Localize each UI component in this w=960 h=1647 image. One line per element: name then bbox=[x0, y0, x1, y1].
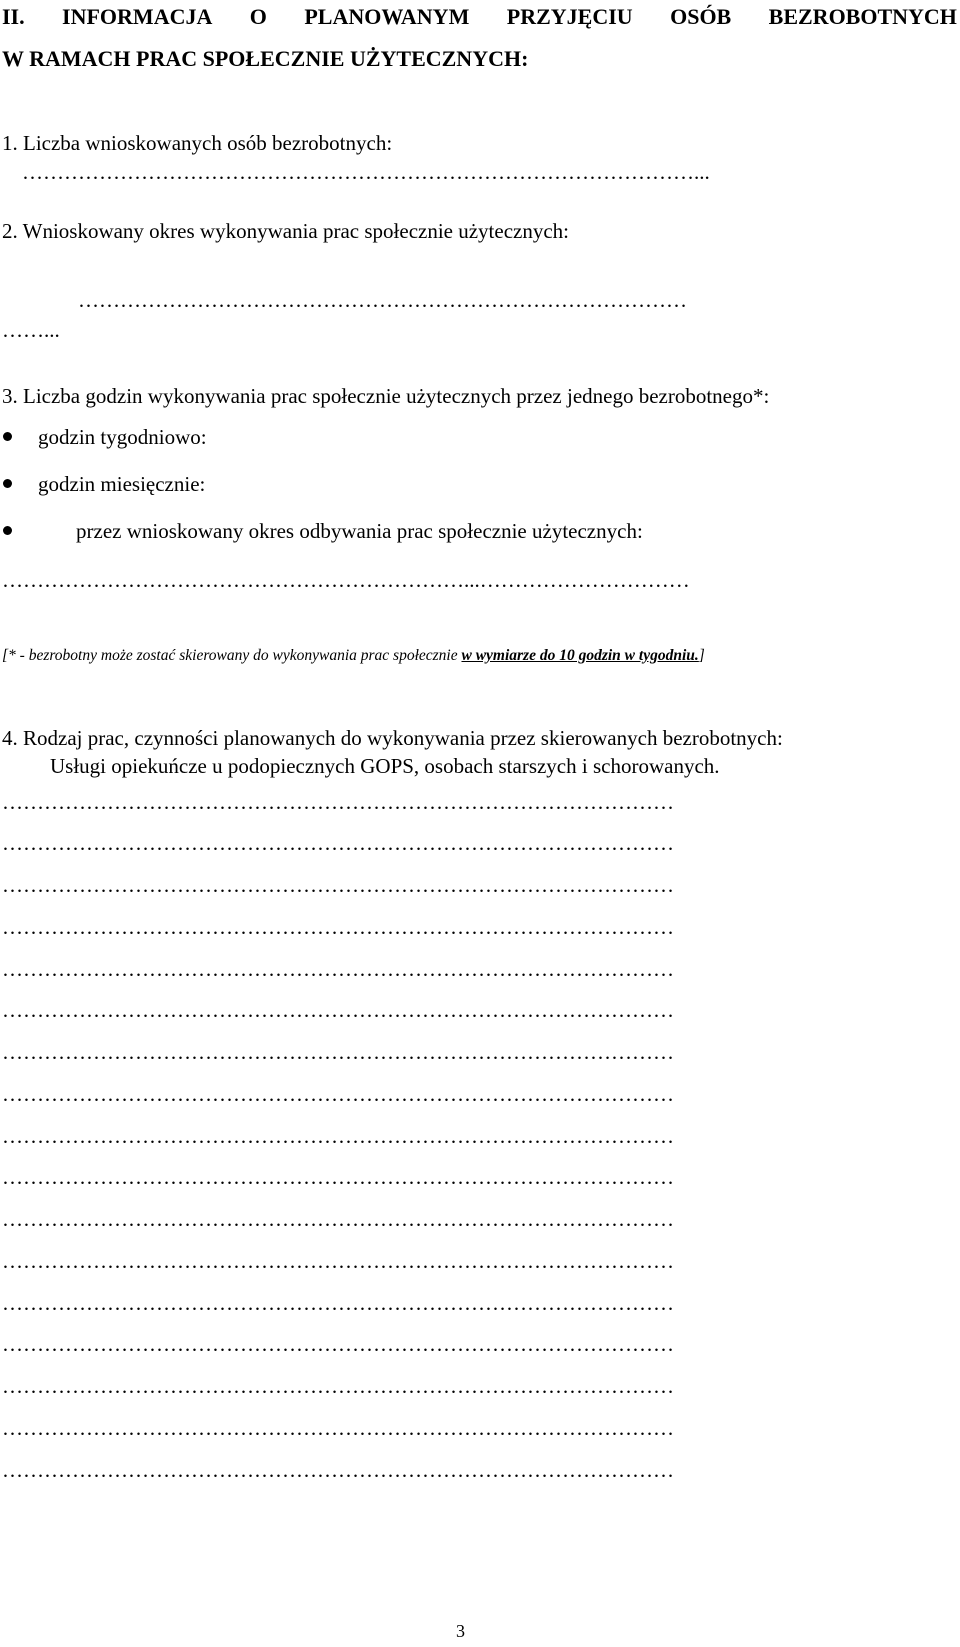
heading-word: BEZROBOTNYCH bbox=[768, 4, 957, 29]
question-2-answer-line-cont: ……... bbox=[2, 318, 60, 342]
answer-line: …………………………………………………………………………………… bbox=[2, 1249, 674, 1273]
section-heading-line2: W RAMACH PRAC SPOŁECZNIE UŻYTECZNYCH: bbox=[2, 46, 529, 71]
answer-line: …………………………………………………………………………………… bbox=[2, 1374, 674, 1398]
answer-line: …………………………………………………………………………………… bbox=[2, 1040, 674, 1064]
answer-line: …………………………………………………………………………………… bbox=[2, 1332, 674, 1356]
section-heading bbox=[2, 0, 957, 36]
heading-word: OSÓB bbox=[670, 4, 732, 29]
question-3-label: 3. Liczba godzin wykonywania prac społecznie użytecznych przez jednego bezrobotnego*: bbox=[2, 384, 770, 408]
question-3-hours-period: przez wnioskowany okres odbywania prac społecznie użytecznych: bbox=[76, 519, 643, 543]
heading-word: INFORMACJA bbox=[62, 4, 213, 29]
answer-line: …………………………………………………………………………………… bbox=[2, 998, 674, 1022]
footnote bbox=[2, 645, 705, 667]
answer-line: …………………………………………………………………………………… bbox=[2, 1458, 674, 1482]
question-4-answer: Usługi opiekuńcze u podopiecznych GOPS, osobach starszych i schorowanych. bbox=[50, 754, 720, 778]
bullet-icon bbox=[3, 432, 12, 441]
question-2-label: 2. Wnioskowany okres wykonywania prac społecznie użytecznych: bbox=[2, 219, 570, 243]
answer-line: …………………………………………………………………………………… bbox=[2, 790, 674, 814]
question-1-answer-line: ……………………………………………………………………………………... bbox=[22, 160, 710, 184]
answer-line: …………………………………………………………………………………… bbox=[2, 873, 674, 897]
answer-line: …………………………………………………………………………………… bbox=[2, 957, 674, 981]
question-4-label: 4. Rodzaj prac, czynności planowanych do wykonywania przez skierowanych bezrobotnych: bbox=[2, 726, 783, 750]
bullet-icon bbox=[3, 526, 12, 535]
answer-line: …………………………………………………………………………………… bbox=[2, 831, 674, 855]
page-number: 3 bbox=[456, 1621, 465, 1641]
footnote-text: [* - bezrobotny może zostać skierowany do wykonywania prac społecznie bbox=[2, 647, 462, 664]
answer-line: …………………………………………………………………………………… bbox=[2, 1165, 674, 1189]
answer-line: …………………………………………………………………………………… bbox=[2, 1082, 674, 1106]
question-2-answer-line: …………………………………………………………………………… bbox=[78, 288, 687, 312]
question-1-label: 1. Liczba wnioskowanych osób bezrobotnych: bbox=[2, 131, 393, 155]
answer-line: …………………………………………………………………………………… bbox=[2, 915, 674, 939]
footnote-suffix: ] bbox=[698, 647, 705, 664]
answer-line: …………………………………………………………………………………… bbox=[2, 1207, 674, 1231]
heading-word: PLANOWANYM bbox=[304, 4, 470, 29]
answer-line: …………………………………………………………………………………… bbox=[2, 1124, 674, 1148]
bullet-icon bbox=[3, 479, 12, 488]
answer-line: …………………………………………………………………………………… bbox=[2, 1291, 674, 1315]
question-3-answer-line: …………………………………………………………...………………………… bbox=[2, 568, 690, 592]
footnote-emphasis: w wymiarze do 10 godzin w tygodniu. bbox=[461, 647, 699, 664]
answer-line: …………………………………………………………………………………… bbox=[2, 1416, 674, 1440]
question-3-hours-weekly: godzin tygodniowo: bbox=[38, 425, 207, 449]
heading-word: II. bbox=[2, 4, 25, 29]
question-3-hours-monthly: godzin miesięcznie: bbox=[38, 472, 206, 496]
heading-word: PRZYJĘCIU bbox=[506, 4, 633, 29]
heading-word: O bbox=[249, 4, 267, 29]
